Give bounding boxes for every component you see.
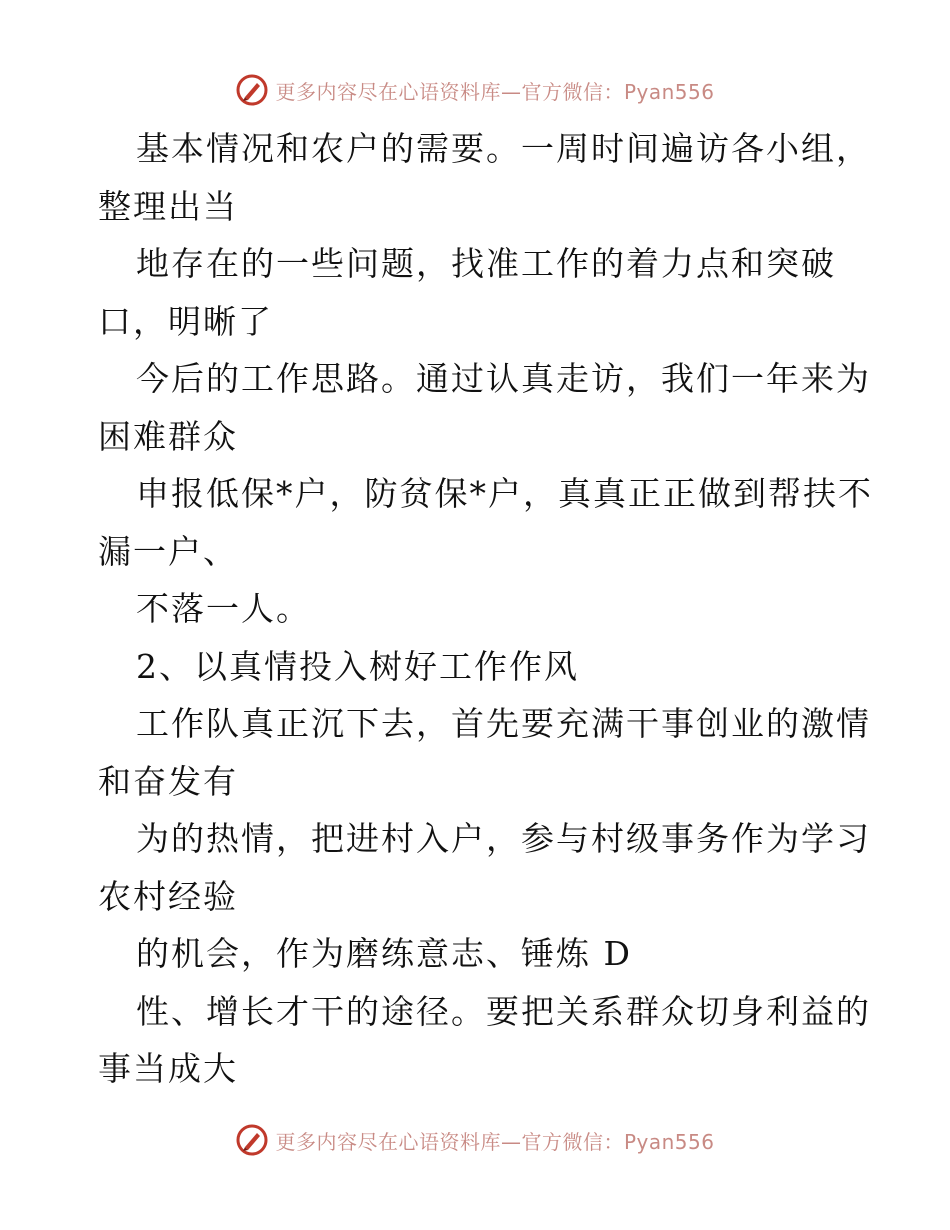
text-line: 困难群众 [98,416,238,456]
text-line: 漏一户、 [98,531,238,571]
header-watermark [0,70,950,110]
footer-watermark [0,1120,950,1160]
text-line: 地存在的一些问题，找准工作的着力点和突破 [136,244,836,283]
text-line: 性、增长才干的途径。要把关系群众切身利益的 [136,991,871,1031]
document-body [98,120,878,1098]
text-line: 不落一人。 [136,589,311,628]
text-line: 的机会，作为磨练意志、锤炼 D [136,934,632,973]
text-line: 2、以真情投入树好工作作风 [136,646,579,686]
text-line: 为的热情，把进村入户，参与村级事务作为学习 [136,819,871,858]
text-line: 农村经验 [98,876,238,916]
text-line: 整理出当 [98,186,238,226]
text-line: 口，明晰了 [98,301,273,341]
text-line: 和奋发有 [98,761,238,801]
text-line: 事当成大 [98,1049,238,1088]
text-line: 基本情况和农户的需要。一周时间遍访各小组， [136,129,871,168]
text-line: 工作队真正沉下去，首先要充满干事创业的激情 [136,704,871,743]
text-line: 申报低保*户，防贫保*户，真真正正做到帮扶不 [136,474,873,513]
pen-logo-icon [235,1123,269,1157]
text-line: 今后的工作思路。通过认真走访，我们一年来为 [136,359,871,398]
footer-watermark-text: 更多内容尽在心语资料库—官方微信：Pyan556 [275,1129,715,1154]
pen-logo-icon [235,73,269,107]
header-watermark-text: 更多内容尽在心语资料库—官方微信：Pyan556 [275,79,715,104]
